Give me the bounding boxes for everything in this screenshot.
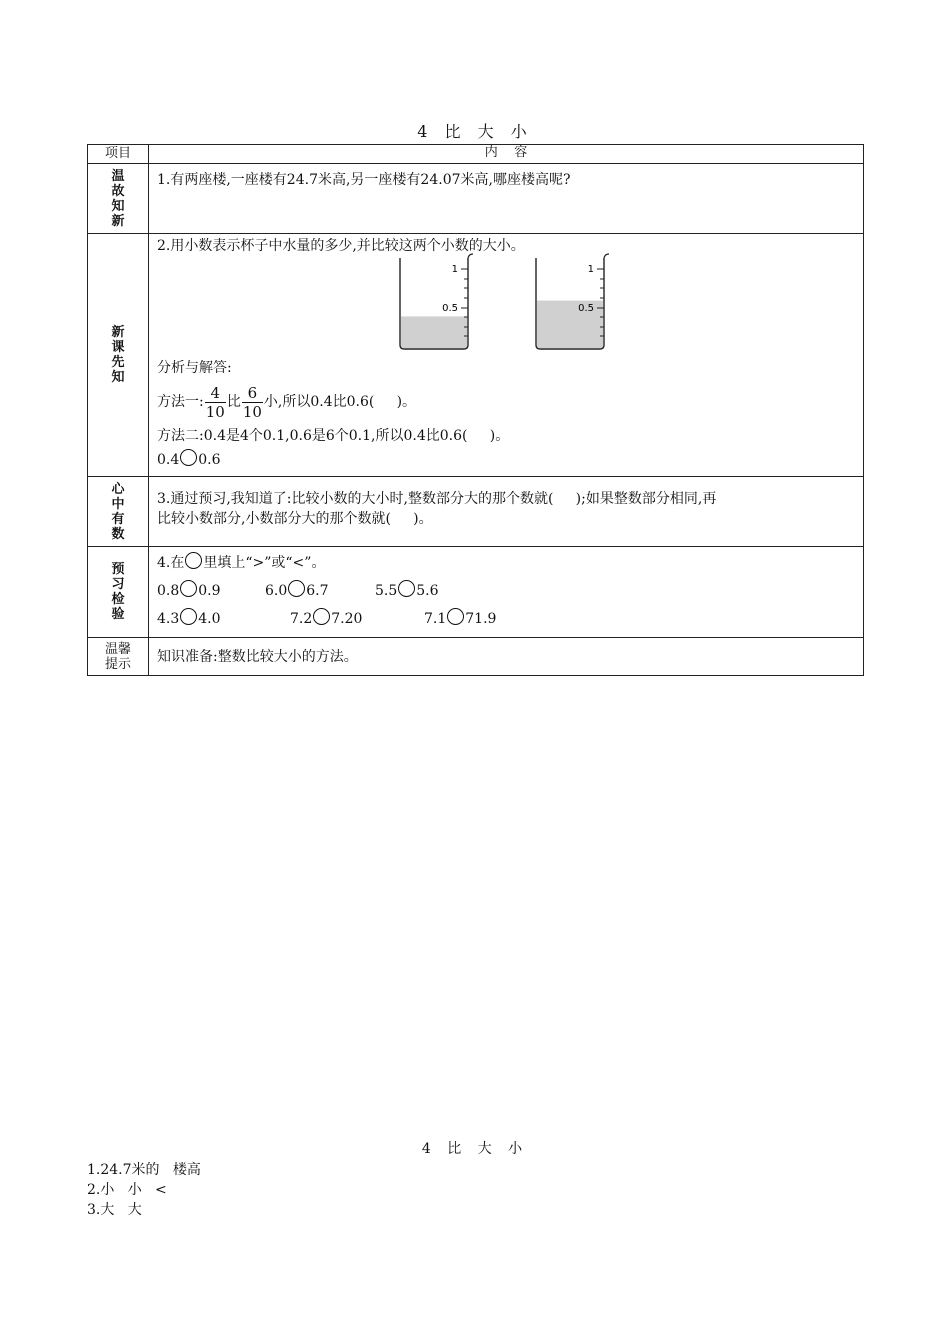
answer-circle[interactable] [180,580,197,597]
compare-0.4-0.6: 0.4 0.6 [157,448,855,472]
header-content: 内 容 [149,145,864,164]
question-3-line-1: 3.通过预习,我知道了:比较小数的大小时,整数部分大的那个数就( );如果整数部分相同,再 [157,491,717,507]
tip-text: 知识准备:整数比较大小的方法。 [149,638,864,676]
fraction-6-10: $\frac{6}{10}$ [242,383,262,421]
section-label-mind: 心 中 有 数 [88,477,149,547]
analysis-heading: 分析与解答: [157,360,232,376]
answer-circle[interactable] [313,608,330,625]
compare-row-1 [157,577,855,605]
compare-item: 6.0 6.7 [265,577,375,605]
answer-circle[interactable] [288,580,305,597]
table-header-row [88,145,864,164]
section-check [88,547,864,638]
beaker-diagram [157,252,857,350]
compare-item: 7.2 7.20 [290,605,424,633]
section-review [88,164,864,234]
compare-item: 0.8 0.9 [157,577,265,605]
answer-line-2: 2.小 小 < [87,1182,167,1198]
fraction-4-10: $\frac{4}{10}$ [205,383,225,421]
question-2 [149,234,864,477]
circle-symbol [185,552,202,569]
section-label-tip: 温馨 提示 [88,638,149,676]
question-2-text: 2.用小数表示杯子中水量的多少,并比较这两个小数的大小。 [157,238,525,254]
beaker-left-tick-half: 0.5 [442,303,458,314]
compare-item: 5.5 5.6 [375,577,439,605]
question-3-line-2: 比较小数部分,小数部分大的那个数就( )。 [157,511,433,527]
header-project: 项目 [88,145,149,164]
answer-circle[interactable] [180,608,197,625]
section-label-check: 预 习 检 验 [88,547,149,638]
method-2: 方法二:0.4是4个0.1,0.6是6个0.1,所以0.4比0.6( )。 [157,428,510,444]
question-1 [149,164,864,234]
section-label-review: 温 故 知 新 [88,164,149,234]
preview-worksheet-table [87,144,864,676]
beaker-right [536,254,609,349]
answer-line-1: 1.24.7米的 楼高 [87,1162,201,1178]
answer-circle[interactable] [447,608,464,625]
answer-key [87,1160,201,1220]
question-3 [149,477,864,547]
page-title: 4 比 大 小 [417,122,533,141]
answer-circle[interactable] [398,580,415,597]
question-4 [149,547,864,638]
compare-item: 4.3 4.0 [157,605,290,633]
compare-item: 7.1 71.9 [424,605,496,633]
answer-circle[interactable] [180,449,197,466]
section-label-new: 新 课 先 知 [88,234,149,477]
beaker-right-tick-1: 1 [587,264,594,275]
answers-title: 4 比 大 小 [421,1141,529,1157]
beaker-left [400,254,473,350]
beaker-figures [157,258,855,356]
section-mind [88,477,864,547]
compare-row-2 [157,605,855,633]
section-new [88,234,864,477]
method-1: 方法一: $\frac{4}{10}$ 比 $\frac{6}{10}$ 小,所以0.4比0.6( )。 [157,383,417,421]
question-1-text: 1.有两座楼,一座楼有24.7米高,另一座楼有24.07米高,哪座楼高呢? [157,172,571,188]
beaker-right-tick-half: 0.5 [578,303,594,314]
beaker-left-tick-1: 1 [451,264,458,275]
question-4-text: 4.在 里填上“>”或“<”。 [157,549,855,577]
answer-line-3: 3.大 大 [87,1202,142,1218]
section-tip [88,638,864,676]
